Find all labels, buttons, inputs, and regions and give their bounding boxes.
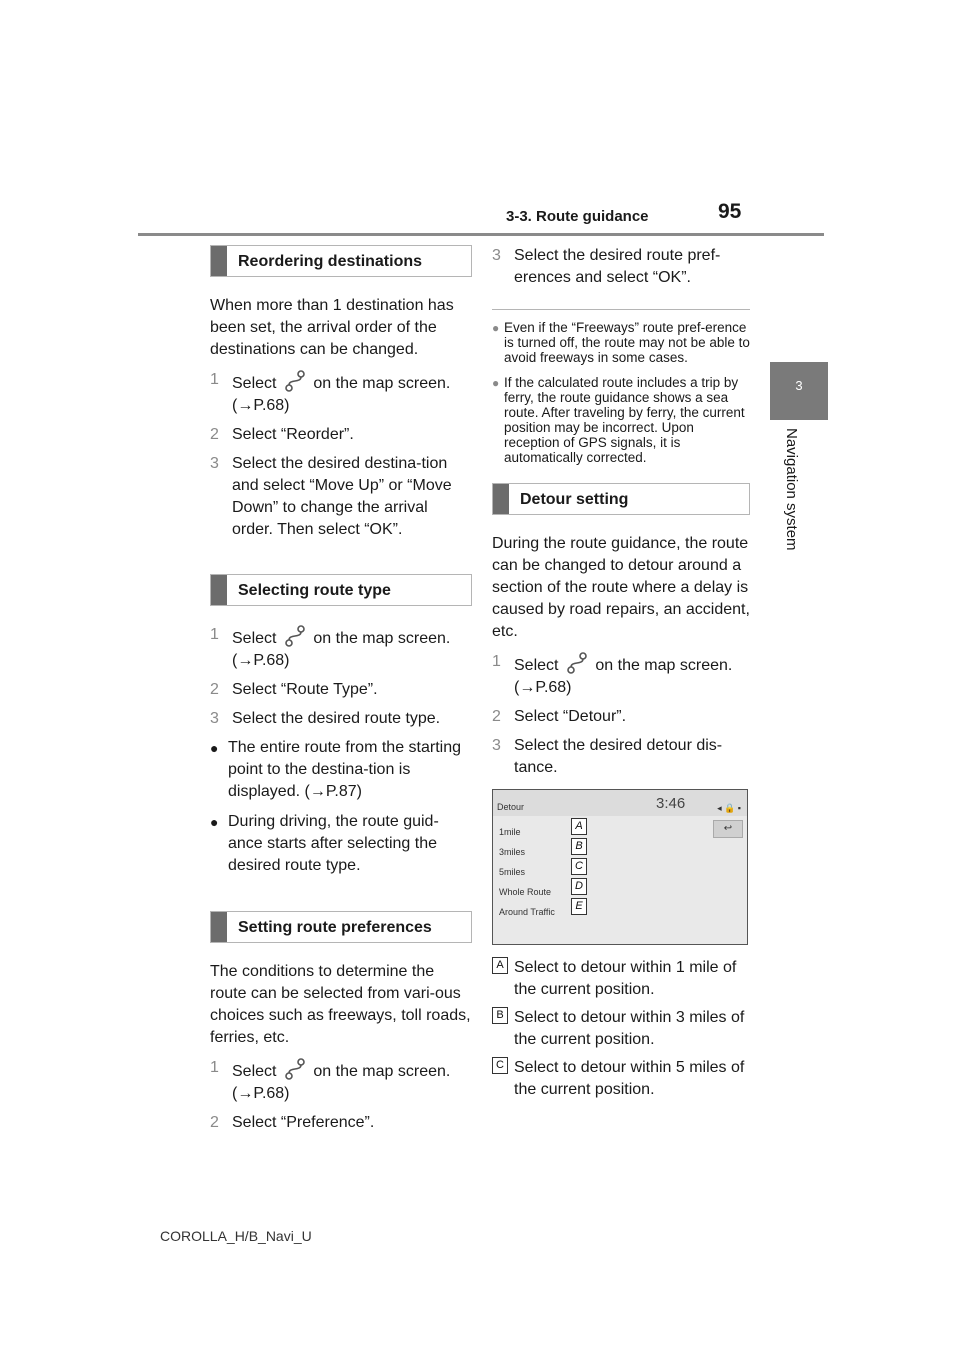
note-item: ● Even if the “Freeways” route pref-erence is turned off, the route may not be able to avoid freeways in some cases. — [492, 320, 750, 365]
callout-description: A Select to detour within 1 mile of the current position. — [492, 957, 750, 1001]
note-bullet-icon: ● — [492, 321, 500, 335]
callout-description: C Select to detour within 5 miles of the current position. — [492, 1057, 750, 1101]
bullet-icon: ● — [210, 814, 219, 830]
heading-selecting-route-type: Selecting route type — [210, 574, 472, 606]
reordering-intro: When more than 1 destination has been set, the arrival order of the destinations can be changed. — [210, 297, 454, 358]
callout-label: A — [492, 957, 508, 974]
section-title: 3-3. Route guidance — [506, 208, 649, 225]
note-item: ● If the calculated route includes a trip by ferry, the route guidance shows a sea route. After traveling by ferry, the current position may be incorrect. Upon reception of GPS signals, it is automatically corrected. — [492, 375, 745, 465]
route-icon — [565, 651, 589, 675]
preferences-intro: The conditions to determine the route can be selected from vari-ous choices such as freeways, toll roads, ferries, etc. — [210, 963, 471, 1046]
bullet-item: ● The entire route from the starting point to the destina-tion is displayed. (→P.87) — [210, 739, 461, 800]
chapter-label: Navigation system — [783, 428, 800, 551]
step: 3 Select the desired route pref-erences and select “OK”. — [492, 247, 721, 286]
header-rule — [138, 233, 824, 236]
step: 2 Select “Reorder”. — [210, 426, 354, 443]
step: 1 Select on the map screen. (→P.68) — [492, 653, 733, 696]
step: 2 Select “Route Type”. — [210, 681, 378, 698]
step: 2 Select “Detour”. — [492, 708, 627, 725]
bullet-icon: ● — [210, 740, 219, 756]
step: 3 Select the desired detour dis-tance. — [492, 737, 723, 776]
screen-row[interactable]: Whole Route D — [493, 876, 747, 896]
status-icons: ◂ 🔒 ▪ — [717, 803, 741, 813]
callout-description: B Select to detour within 3 miles of the current position. — [492, 1007, 750, 1051]
callout-label: C — [492, 1057, 508, 1074]
route-icon — [283, 624, 307, 648]
footer-doc-id: COROLLA_H/B_Navi_U — [160, 1228, 312, 1244]
route-icon — [283, 1057, 307, 1081]
screen-row[interactable]: Around Traffic E — [493, 896, 747, 916]
step: 2 Select “Preference”. — [210, 1114, 375, 1131]
step: 1 Select on the map screen. (→P.68) — [210, 371, 451, 414]
step: 3 Select the desired route type. — [210, 710, 441, 727]
step: 1 Select on the map screen. (→P.68) — [210, 1059, 451, 1102]
back-button[interactable]: ↩ — [713, 820, 743, 838]
heading-reordering-destinations: Reordering destinations — [210, 245, 472, 277]
page-number: 95 — [718, 200, 742, 223]
screen-row[interactable]: 5miles C — [493, 856, 747, 876]
step: 3 Select the desired destina-tion and select “Move Up” or “Move Down” to change the arrival order. Then select “OK”. — [210, 455, 452, 538]
step: 1 Select on the map screen. (→P.68) — [210, 626, 451, 669]
screen-clock: 3:46 — [656, 795, 686, 812]
right-column — [492, 245, 750, 1107]
note-divider — [492, 309, 750, 310]
note-bullet-icon: ● — [492, 376, 500, 390]
screen-title: Detour — [497, 802, 525, 812]
bullet-item: ● During driving, the route guid-ance starts after selecting the desired route type. — [210, 813, 439, 874]
detour-intro: During the route guidance, the route can be changed to detour around a section of the route where a delay is caused by road repairs, an accident, etc. — [492, 535, 750, 640]
callout-label: B — [492, 1007, 508, 1024]
screen-row[interactable]: 1mile A — [493, 816, 747, 836]
screen-row[interactable]: 3miles B — [493, 836, 747, 856]
heading-setting-route-preferences: Setting route preferences — [210, 911, 472, 943]
screen-header — [493, 790, 747, 816]
route-icon — [283, 369, 307, 393]
heading-detour-setting: Detour setting — [492, 483, 750, 515]
chapter-tab: 3 — [770, 362, 828, 420]
detour-screen-image — [492, 789, 748, 945]
left-column — [210, 245, 472, 1141]
